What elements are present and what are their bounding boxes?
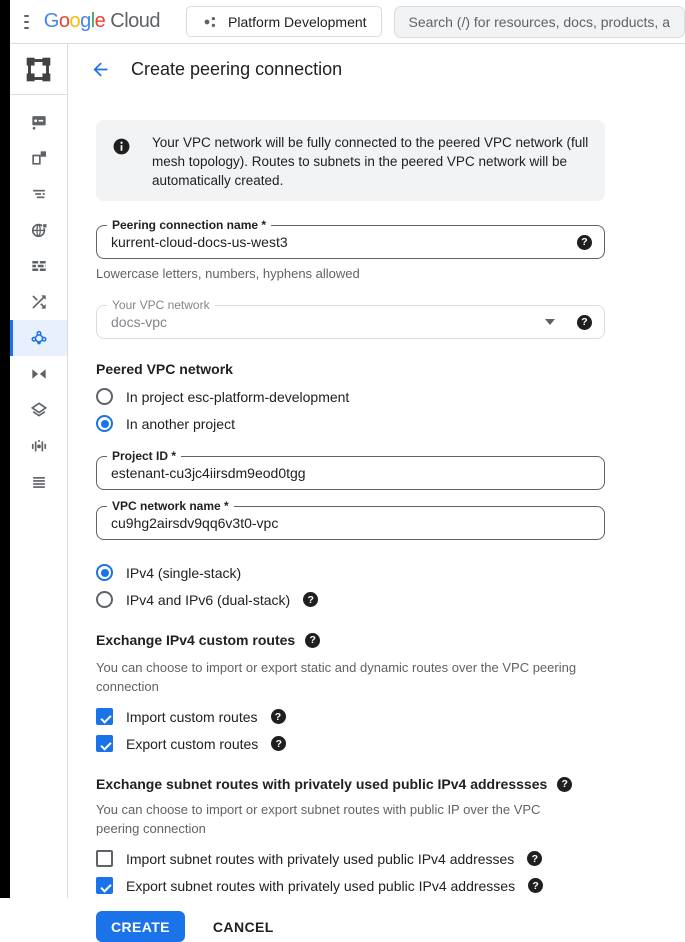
sidebar-item-shared-vpc[interactable] [10,356,67,392]
checkbox-export-custom-routes[interactable] [96,735,605,752]
routes-icon [29,292,49,312]
radio-label[interactable]: In another project [126,416,235,432]
screen-edge [0,0,10,898]
radio-in-another-project[interactable] [96,415,605,432]
bring-your-own-ip-icon [29,220,49,240]
checkbox-label[interactable]: Export subnet routes with privately used public IPv4 addresses [126,878,515,894]
logo-google-word: Google [44,10,106,33]
import-subnet-routes-help-icon[interactable]: ? [527,851,542,866]
project-selector[interactable] [186,6,382,37]
project-id-label: Project ID * [107,449,181,463]
radio-label[interactable]: In project esc-platform-development [126,389,349,405]
network-profiles-icon [29,472,49,492]
sidebar-item-routes[interactable] [10,284,67,320]
sidebar-item-firewall[interactable] [10,248,67,284]
radio-in-project[interactable] [96,388,605,405]
ip-addresses-icon [29,148,49,168]
back-arrow-icon [90,59,111,80]
project-selector-label: Platform Development [228,14,367,30]
peering-name-field[interactable] [96,225,605,259]
cancel-button[interactable]: CANCEL [213,919,274,935]
checkbox-checked-icon[interactable] [96,708,113,725]
peering-name-helper-text: Lowercase letters, numbers, hyphens allowed [96,266,605,281]
logo-cloud-word: Cloud [110,10,160,33]
sidebar-item-vpc-networks[interactable] [10,104,67,140]
firewall-icon [29,256,49,276]
sidebar-product-header [10,44,67,95]
dual-stack-help-icon[interactable]: ? [303,592,318,607]
checkbox-checked-icon[interactable] [96,877,113,894]
custom-routes-help-icon[interactable]: ? [305,633,320,648]
radio-ipv4-single-stack[interactable] [96,564,605,581]
serverless-vpc-access-icon [29,400,49,420]
vpc-network-name-input[interactable] [111,515,592,531]
main-content [68,44,685,898]
form-actions [96,911,605,942]
sidebar-item-ip-addresses[interactable] [10,140,67,176]
top-bar [10,0,685,44]
packet-mirroring-icon [29,436,49,456]
shared-vpc-icon [29,364,49,384]
your-vpc-network-help-icon[interactable]: ? [577,315,592,330]
export-subnet-routes-help-icon[interactable]: ? [528,878,543,893]
vpc-network-peering-icon [29,328,49,348]
radio-checked-icon[interactable] [96,564,113,581]
checkbox-import-custom-routes[interactable] [96,708,605,725]
peering-name-input[interactable] [111,234,577,250]
vpc-networks-icon [29,112,49,132]
checkbox-label[interactable]: Export custom routes [126,736,258,752]
create-button[interactable]: CREATE [96,911,185,942]
peered-vpc-heading: Peered VPC network [96,361,605,377]
sidebar-item-serverless-vpc-access[interactable] [10,392,67,428]
radio-label[interactable]: IPv4 (single-stack) [126,565,241,581]
subnet-routes-heading-text: Exchange subnet routes with privately used public IPv4 addressses [96,776,547,792]
project-icon [201,13,219,31]
radio-icon[interactable] [96,388,113,405]
checkbox-label[interactable]: Import custom routes [126,709,258,725]
vpc-network-product-icon [25,56,52,83]
radio-checked-icon[interactable] [96,415,113,432]
sidebar-rail [10,44,68,898]
info-banner-text: Your VPC network will be fully connected to the peered VPC network (full mesh topology). Routes to subnets in the peered VPC network will be automatically created. [152,131,589,190]
project-id-field[interactable] [96,456,605,490]
sidebar-item-bring-your-own-ip[interactable] [10,212,67,248]
radio-label[interactable]: IPv4 and IPv6 (dual-stack) [126,592,290,608]
checkbox-label[interactable]: Import subnet routes with privately used public IPv4 addresses [126,851,514,867]
menu-icon[interactable] [24,15,29,29]
your-vpc-network-value: docs-vpc [111,314,545,330]
project-id-input[interactable] [111,465,592,481]
checkbox-checked-icon[interactable] [96,735,113,752]
search-input[interactable] [394,6,685,38]
checkbox-icon[interactable] [96,850,113,867]
subnet-routes-heading [96,776,605,792]
export-custom-routes-help-icon[interactable]: ? [271,736,286,751]
radio-ipv4-ipv6-dual-stack[interactable] [96,591,605,608]
checkbox-export-subnet-routes[interactable] [96,877,605,894]
checkbox-import-subnet-routes[interactable] [96,850,605,867]
back-button[interactable] [88,58,112,82]
custom-routes-description: You can choose to import or export static and dynamic routes over the VPC peering connection [96,658,601,696]
import-custom-routes-help-icon[interactable]: ? [271,709,286,724]
vpc-network-name-label: VPC network name * [107,499,234,513]
subnet-routes-help-icon[interactable]: ? [557,777,572,792]
sidebar-item-internal-ranges[interactable] [10,176,67,212]
page-header [68,44,685,95]
radio-icon[interactable] [96,591,113,608]
page-title: Create peering connection [131,59,342,80]
sidebar-item-vpc-network-peering[interactable] [10,320,67,356]
sidebar-item-packet-mirroring[interactable] [10,428,67,464]
custom-routes-heading-text: Exchange IPv4 custom routes [96,632,295,648]
peering-form [68,120,605,942]
info-icon [112,137,131,156]
peering-name-label: Peering connection name * [107,218,271,232]
info-banner [96,120,605,201]
google-cloud-logo[interactable] [44,10,160,33]
sidebar-item-network-profiles[interactable] [10,464,67,500]
dropdown-arrow-icon [545,319,555,325]
subnet-routes-description: You can choose to import or export subnet routes with public IP over the VPC peering connection [96,800,576,838]
custom-routes-heading [96,632,605,648]
your-vpc-network-select[interactable] [96,305,605,339]
your-vpc-network-label: Your VPC network [107,298,215,312]
vpc-network-name-field[interactable] [96,506,605,540]
search-placeholder: Search (/) for resources, docs, products, a [409,14,670,30]
peering-name-help-icon[interactable]: ? [577,235,592,250]
internal-ranges-icon [29,184,49,204]
